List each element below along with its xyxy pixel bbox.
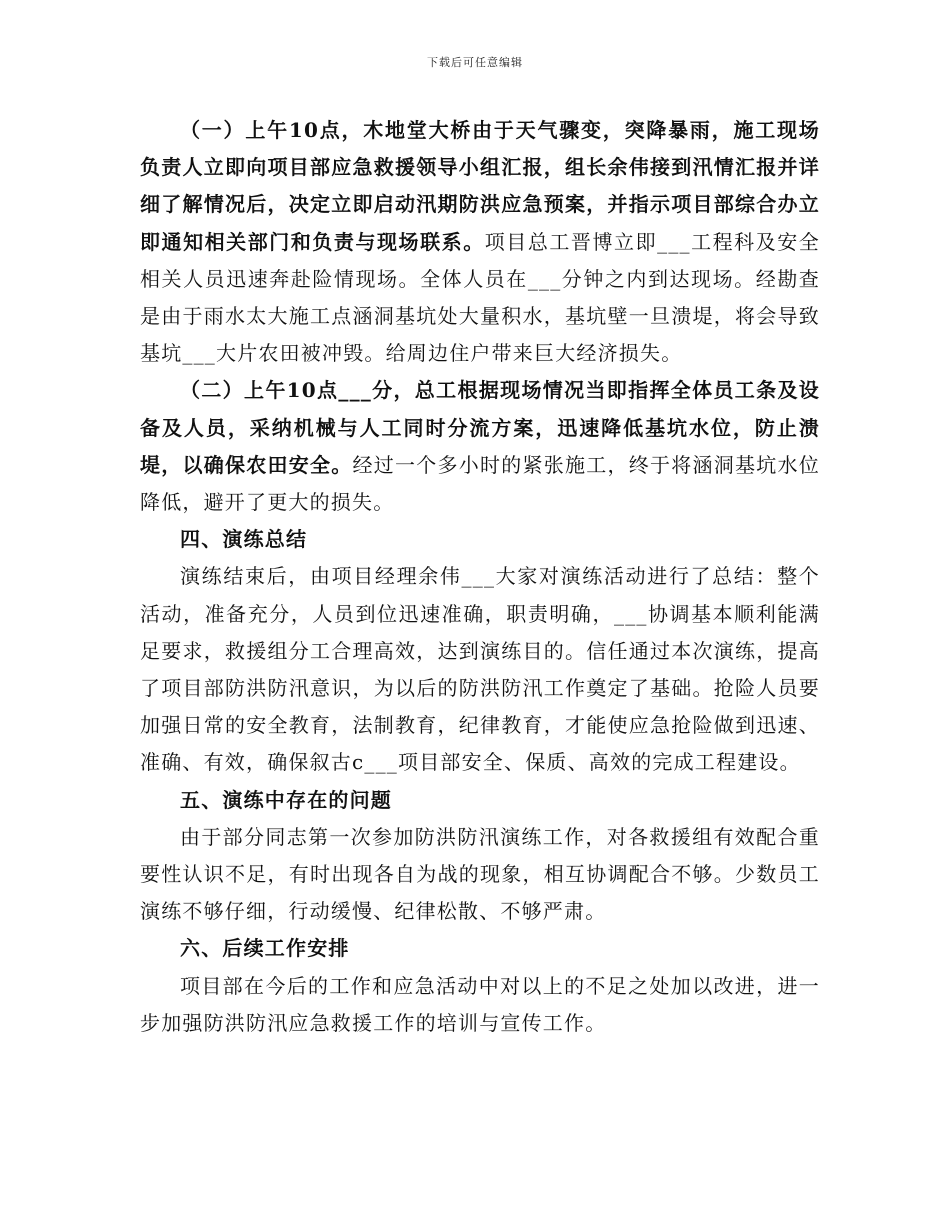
section-heading-summary: 四、演练总结 (180, 527, 308, 552)
paragraph-followup: 项目部在今后的工作和应急活动中对以上的不足之处加以改进，进一步加强防洪防汛应急救援工作的培训与宣传工作。 (140, 973, 820, 1035)
paragraph-incident-one (140, 112, 820, 372)
document-body (140, 112, 820, 1042)
paragraph-incident-two-text: 经过一个多小时的紧张施工，终于将涵洞基坑水位降低，避开了更大的损失。 (140, 452, 820, 515)
section-heading-followup: 六、后续工作安排 (180, 936, 350, 961)
paragraph-incident-two (140, 372, 820, 521)
page-header-note: 下载后可任意编辑 (427, 56, 523, 69)
section-heading-problems: 五、演练中存在的问题 (180, 787, 392, 812)
paragraph-incident-one-text: 项目总工晋博立即___工程科及安全相关人员迅速奔赴险情现场。全体人员在___分钟之内到达现场。经勘查是由于雨水太大施工点涵洞基坑处大量积水，基坑壁一旦溃堤，将会导致基坑___大片农田被冲毁。给周边住户带来巨大经济损失。 (140, 229, 820, 366)
paragraph-incident-one-bold: （一）上午10点，木地堂大桥由于天气骤变，突降暴雨，施工现场负责人立即向项目部应急救援领导小组汇报，组长余伟接到汛情汇报并详细了解情况后，决定立即启动汛期防洪应急预案，并指示项目部综合办立即通知相关部门和负责与现场联系。 (140, 118, 820, 254)
paragraph-problems: 由于部分同志第一次参加防洪防汛演练工作，对各救援组有效配合重要性认识不足，有时出现各自为战的现象，相互协调配合不够。少数员工演练不够仔细，行动缓慢、纪律松散、不够严肃。 (140, 824, 820, 924)
paragraph-summary: 演练结束后，由项目经理余伟___大家对演练活动进行了总结：整个活动，准备充分，人员到位迅速准确，职责明确，___协调基本顺利能满足要求，救援组分工合理高效，达到演练目的。信任通过本次演练，提高了项目部防洪防汛意识，为以后的防洪防汛工作奠定了基础。抢险人员要加强日常的安全教育，法制教育，纪律教育，才能使应急抢险做到迅速、准确、有效，确保叙古c___项目部安全、保质、高效的完成工程建设。 (140, 564, 820, 775)
paragraph-incident-two-bold: （二）上午10点___分，总工根据现场情况当即指挥全体员工条及设备及人员，采纳机械与人工同时分流方案，迅速降低基坑水位，防止溃堤，以确保农田安全。 (140, 378, 820, 477)
